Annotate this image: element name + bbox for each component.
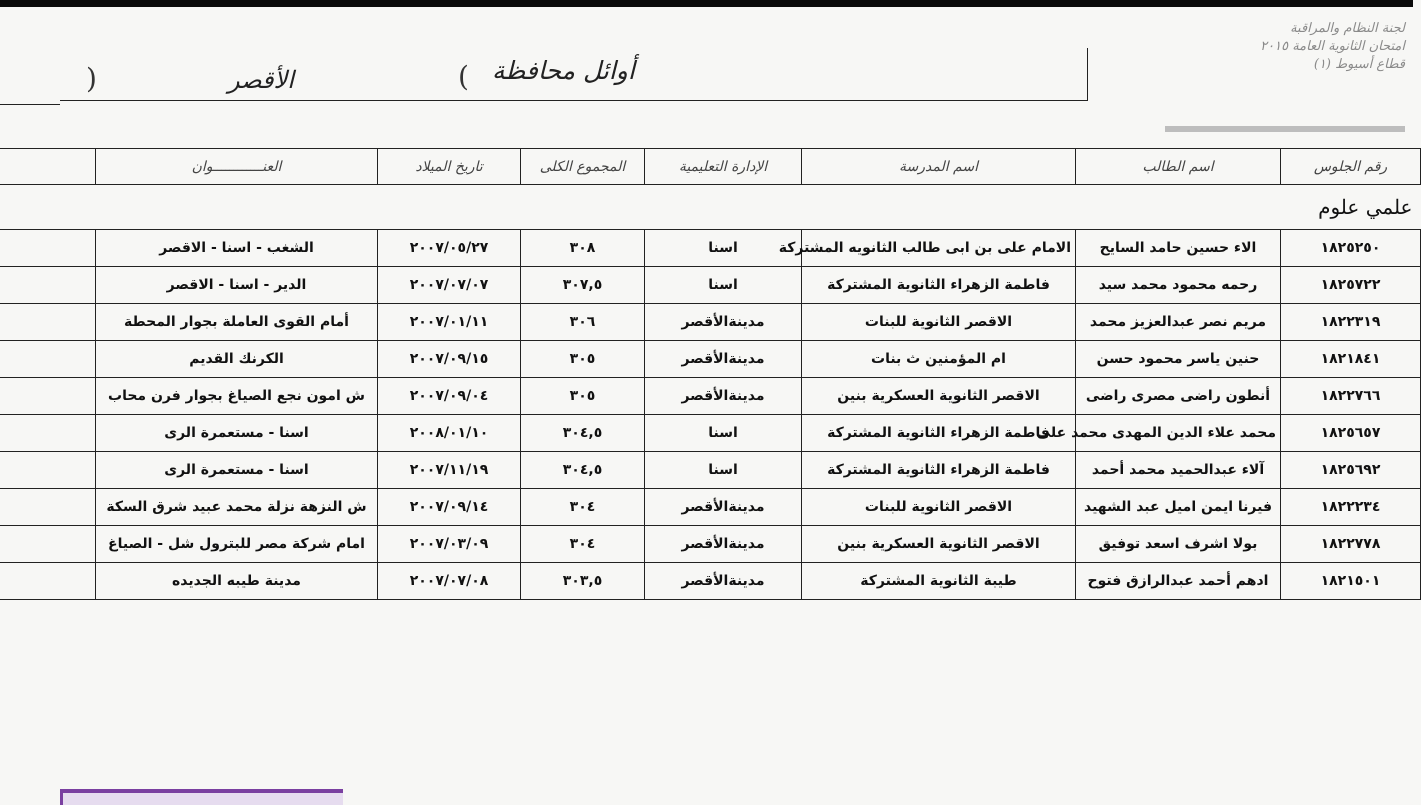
student-name: آلاء عبدالحميد محمد أحمد bbox=[1076, 452, 1281, 489]
school-name: الاقصر الثانوية العسكرية بنين bbox=[802, 526, 1076, 563]
address: الكرنك القديم bbox=[96, 341, 378, 378]
table-row bbox=[0, 489, 1421, 526]
school-name: فاطمة الزهراء الثانوية المشتركة bbox=[802, 452, 1076, 489]
table-row bbox=[0, 415, 1421, 452]
committee-stamp bbox=[1195, 20, 1405, 74]
birth-date: ٢٠٠٧/١١/١٩ bbox=[378, 452, 521, 489]
seat-number: ١٨٢٥٧٢٢ bbox=[1281, 267, 1421, 304]
table-row bbox=[0, 452, 1421, 489]
birth-date: ٢٠٠٧/٠١/١١ bbox=[378, 304, 521, 341]
header-seat-no: رقم الجلوس bbox=[1281, 149, 1421, 185]
blank-cell bbox=[0, 563, 96, 600]
address: امام شركة مصر للبترول شل - الصياغ bbox=[96, 526, 378, 563]
school-name: فاطمة الزهراء الثانوية المشتركة bbox=[802, 415, 1076, 452]
admin-district: مدينةالأقصر bbox=[645, 304, 802, 341]
total-score: ٣٠٤,٥ bbox=[521, 452, 645, 489]
birth-date: ٢٠٠٧/٠٧/٠٨ bbox=[378, 563, 521, 600]
highlight-mark bbox=[60, 789, 343, 805]
header-address: العنــــــــــــوان bbox=[96, 149, 378, 185]
governorate-name: الأقصر bbox=[228, 66, 294, 94]
header-admin: الإدارة التعليمية bbox=[645, 149, 802, 185]
stamp-line-3: قطاع أسيوط (١) bbox=[1313, 57, 1405, 72]
admin-district: اسنا bbox=[645, 415, 802, 452]
total-score: ٣٠٤ bbox=[521, 526, 645, 563]
table-row bbox=[0, 563, 1421, 600]
header-student: اسم الطالب bbox=[1076, 149, 1281, 185]
stamp-line-2: امتحان الثانوية العامة ٢٠١٥ bbox=[1260, 39, 1405, 54]
header-birth: تاريخ الميلاد bbox=[378, 149, 521, 185]
blank-cell bbox=[0, 378, 96, 415]
birth-date: ٢٠٠٧/٠٩/١٤ bbox=[378, 489, 521, 526]
birth-date: ٢٠٠٧/٠٥/٢٧ bbox=[378, 230, 521, 267]
section-label: علمي علوم bbox=[1318, 195, 1413, 219]
address: ش النزهة نزلة محمد عبيد شرق السكة bbox=[96, 489, 378, 526]
address: الشغب - اسنا - الاقصر bbox=[96, 230, 378, 267]
seat-number: ١٨٢٥٦٩٢ bbox=[1281, 452, 1421, 489]
top-border bbox=[0, 0, 1413, 7]
admin-district: اسنا bbox=[645, 452, 802, 489]
total-score: ٣٠٤,٥ bbox=[521, 415, 645, 452]
address: اسنا - مستعمرة الرى bbox=[96, 415, 378, 452]
blank-cell bbox=[0, 230, 96, 267]
admin-district: مدينةالأقصر bbox=[645, 563, 802, 600]
seat-number: ١٨٢٢٧٦٦ bbox=[1281, 378, 1421, 415]
birth-date: ٢٠٠٨/٠١/١٠ bbox=[378, 415, 521, 452]
header-total: المجموع الكلى bbox=[521, 149, 645, 185]
header-school: اسم المدرسة bbox=[802, 149, 1076, 185]
blank-cell bbox=[0, 452, 96, 489]
birth-date: ٢٠٠٧/٠٩/١٥ bbox=[378, 341, 521, 378]
table-row bbox=[0, 378, 1421, 415]
blank-cell bbox=[0, 304, 96, 341]
seat-number: ١٨٢١٨٤١ bbox=[1281, 341, 1421, 378]
blank-cell bbox=[0, 489, 96, 526]
total-score: ٣٠٥ bbox=[521, 378, 645, 415]
admin-district: اسنا bbox=[645, 267, 802, 304]
student-name: ادهم أحمد عبدالرازق فتوح bbox=[1076, 563, 1281, 600]
table-row bbox=[0, 526, 1421, 563]
student-name: مريم نصر عبدالعزيز محمد bbox=[1076, 304, 1281, 341]
total-score: ٣٠٧,٥ bbox=[521, 267, 645, 304]
total-score: ٣٠٥ bbox=[521, 341, 645, 378]
student-name: فيرنا ايمن اميل عبد الشهيد bbox=[1076, 489, 1281, 526]
student-name: حنين ياسر محمود حسن bbox=[1076, 341, 1281, 378]
header-blank bbox=[0, 149, 96, 185]
results-table bbox=[0, 148, 1421, 600]
admin-district: مدينةالأقصر bbox=[645, 341, 802, 378]
table-row bbox=[0, 267, 1421, 304]
school-name: الامام على بن ابى طالب الثانويه المشتركة bbox=[802, 230, 1076, 267]
address: ش امون نجع الصياغ بجوار فرن محاب bbox=[96, 378, 378, 415]
address: اسنا - مستعمرة الرى bbox=[96, 452, 378, 489]
school-name: الاقصر الثانوية للبنات bbox=[802, 489, 1076, 526]
header-row bbox=[0, 149, 1421, 185]
blank-cell bbox=[0, 526, 96, 563]
divider bbox=[0, 104, 60, 105]
admin-district: مدينةالأقصر bbox=[645, 489, 802, 526]
total-score: ٣٠٨ bbox=[521, 230, 645, 267]
table-row bbox=[0, 230, 1421, 267]
gray-strip bbox=[1165, 126, 1405, 132]
birth-date: ٢٠٠٧/٠٩/٠٤ bbox=[378, 378, 521, 415]
total-score: ٣٠٦ bbox=[521, 304, 645, 341]
student-name: أنطون راضى مصرى راضى bbox=[1076, 378, 1281, 415]
school-name: الاقصر الثانوية للبنات bbox=[802, 304, 1076, 341]
table-row bbox=[0, 304, 1421, 341]
section-row bbox=[0, 185, 1421, 230]
address: مدينة طيبه الجديده bbox=[96, 563, 378, 600]
blank-cell bbox=[0, 341, 96, 378]
seat-number: ١٨٢٢٣١٩ bbox=[1281, 304, 1421, 341]
school-name: طيبة الثانوية المشتركة bbox=[802, 563, 1076, 600]
total-score: ٣٠٣,٥ bbox=[521, 563, 645, 600]
school-name: ام المؤمنين ث بنات bbox=[802, 341, 1076, 378]
student-name: محمد علاء الدين المهدى محمد على bbox=[1076, 415, 1281, 452]
birth-date: ٢٠٠٧/٠٧/٠٧ bbox=[378, 267, 521, 304]
admin-district: مدينةالأقصر bbox=[645, 526, 802, 563]
seat-number: ١٨٢٥٦٥٧ bbox=[1281, 415, 1421, 452]
admin-district: اسنا bbox=[645, 230, 802, 267]
school-name: فاطمة الزهراء الثانوية المشتركة bbox=[802, 267, 1076, 304]
blank-cell bbox=[0, 415, 96, 452]
table-row bbox=[0, 341, 1421, 378]
address: الدير - اسنا - الاقصر bbox=[96, 267, 378, 304]
birth-date: ٢٠٠٧/٠٣/٠٩ bbox=[378, 526, 521, 563]
seat-number: ١٨٢٥٢٥٠ bbox=[1281, 230, 1421, 267]
seat-number: ١٨٢١٥٠١ bbox=[1281, 563, 1421, 600]
student-name: رحمه محمود محمد سيد bbox=[1076, 267, 1281, 304]
blank-cell bbox=[0, 267, 96, 304]
seat-number: ١٨٢٢٧٧٨ bbox=[1281, 526, 1421, 563]
admin-district: مدينةالأقصر bbox=[645, 378, 802, 415]
total-score: ٣٠٤ bbox=[521, 489, 645, 526]
seat-number: ١٨٢٢٢٣٤ bbox=[1281, 489, 1421, 526]
address: أمام القوى العاملة بجوار المحطة bbox=[96, 304, 378, 341]
paren-close: ) bbox=[86, 62, 97, 95]
student-name: بولا اشرف اسعد توفيق bbox=[1076, 526, 1281, 563]
student-name: الاء حسين حامد السايح bbox=[1076, 230, 1281, 267]
page-title: أوائل محافظة bbox=[492, 56, 635, 85]
paren-open: ( bbox=[458, 60, 469, 93]
school-name: الاقصر الثانوية العسكرية بنين bbox=[802, 378, 1076, 415]
stamp-line-1: لجنة النظام والمراقبة bbox=[1290, 21, 1405, 36]
